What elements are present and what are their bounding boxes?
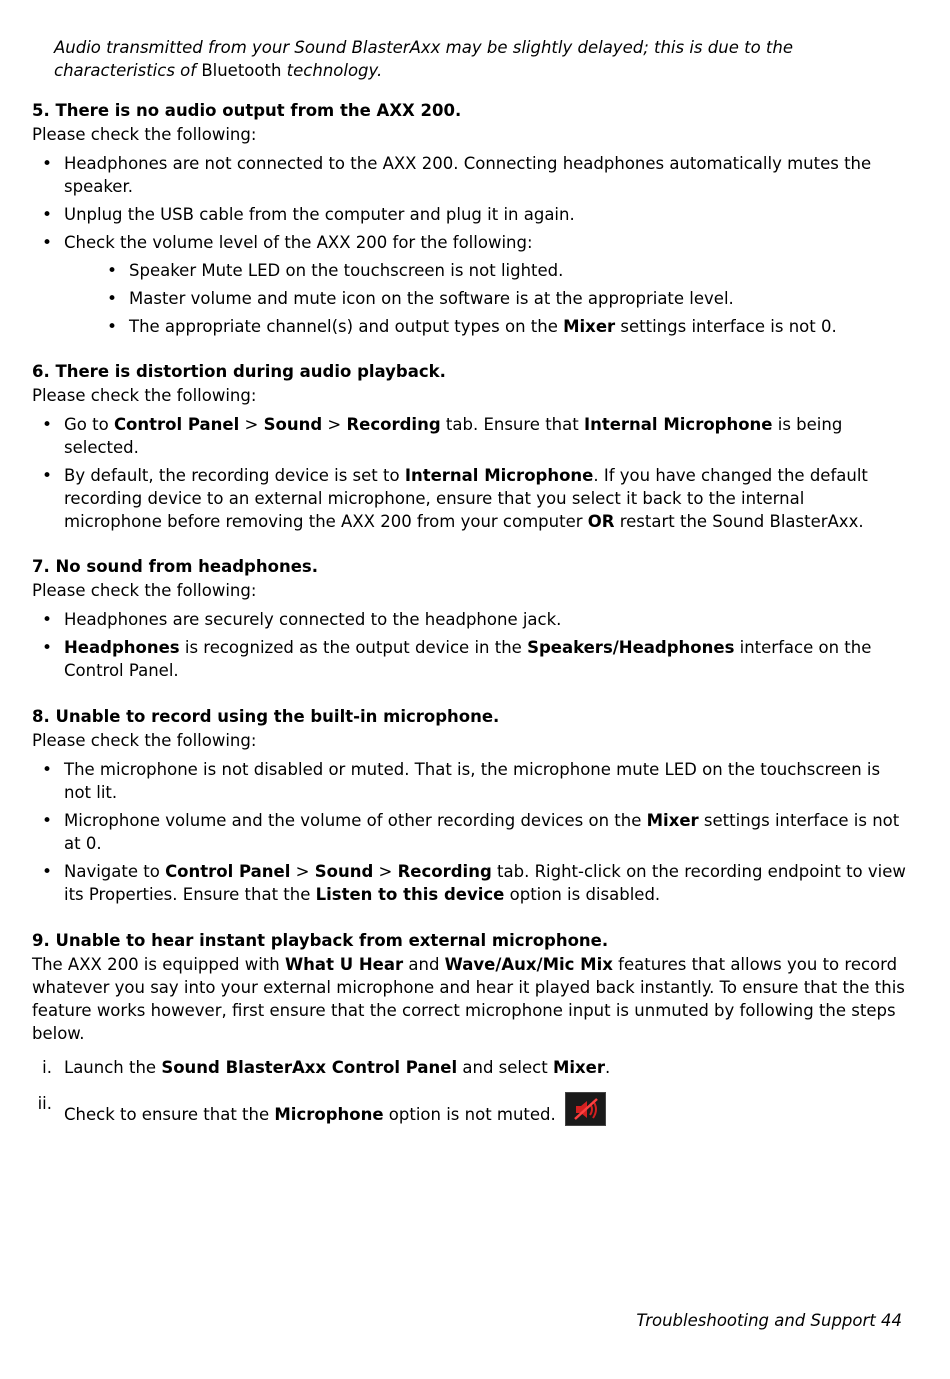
sub-list-item: • The appropriate channel(s) and output types on the Mixer settings interface is not 0. [64, 315, 907, 338]
section-8-list [32, 758, 907, 906]
section-5-lead: Please check the following: [32, 125, 257, 144]
section-6-title: 6. There is distortion during audio playback. [32, 362, 446, 381]
page-footer: Troubleshooting and Support 44 [636, 1311, 902, 1330]
section-8-lead: Please check the following: [32, 731, 257, 750]
list-item: • Headphones is recognized as the output device in the Speakers/Headphones interface on the Control Panel. [32, 636, 907, 682]
section-8-title: 8. Unable to record using the built-in microphone. [32, 707, 500, 726]
list-item: • Headphones are not connected to the AXX 200. Connecting headphones automatically mutes the speaker. [32, 152, 907, 198]
section-5-list [32, 152, 907, 338]
section-5-title: 5. There is no audio output from the AXX 200. [32, 101, 462, 120]
section-9 [32, 929, 907, 1126]
section-9-title: 9. Unable to hear instant playback from external microphone. [32, 931, 609, 950]
list-item: • Unplug the USB cable from the computer and plug it in again. [32, 203, 907, 226]
section-6-lead: Please check the following: [32, 386, 257, 405]
section-7-title: 7. No sound from headphones. [32, 557, 318, 576]
section-5-sublist [64, 259, 907, 338]
section-7-lead: Please check the following: [32, 581, 257, 600]
section-7-list [32, 608, 907, 682]
section-9-body: The AXX 200 is equipped with What U Hear and Wave/Aux/Mic Mix features that allows you to record whatever you say into your external microphone and hear it played back instantly. To ensure that the this feature works however, first ensure that the correct microphone input is unmuted by following the steps below. [32, 955, 905, 1043]
list-item: • The microphone is not disabled or muted. That is, the microphone mute LED on the touchscreen is not lit. [32, 758, 907, 804]
list-item: • Microphone volume and the volume of other recording devices on the Mixer settings interface is not at 0. [32, 809, 907, 855]
list-item: • Headphones are securely connected to the headphone jack. [32, 608, 907, 631]
muted-speaker-icon [565, 1092, 606, 1126]
list-item: • By default, the recording device is set to Internal Microphone. If you have changed the default recording device to an external microphone, ensure that you select it back to the internal microphone before removing the AXX 200 from your computer OR restart the Sound BlasterAxx. [32, 464, 907, 533]
list-item: • Go to Control Panel > Sound > Recording tab. Ensure that Internal Microphone is being selected. [32, 413, 907, 459]
list-item: • Navigate to Control Panel > Sound > Recording tab. Right-click on the recording endpoint to view its Properties. Ensure that the Listen to this device option is disabled. [32, 860, 907, 906]
sub-list-item: • Master volume and mute icon on the software is at the appropriate level. [64, 287, 907, 310]
section-6-list [32, 413, 907, 533]
intro-note: Audio transmitted from your Sound BlasterAxx may be slightly delayed; this is due to the characteristics of Bluetooth technology. [54, 38, 793, 80]
list-item: • Check the volume level of the AXX 200 for the following: • Speaker Mute LED on the touchscreen is not lighted. • Master volume and mute icon on the software is at the appropriate level. • The appropriate channel(s) and output types on the Mixer settings interface is not 0. [32, 231, 907, 338]
section-7 [32, 555, 907, 682]
sub-list-item: • Speaker Mute LED on the touchscreen is not lighted. [64, 259, 907, 282]
section-8 [32, 705, 907, 906]
step-item: ii. Check to ensure that the Microphone option is not muted. [32, 1092, 907, 1126]
step-item: i. Launch the Sound BlasterAxx Control Panel and select Mixer. [42, 1058, 611, 1077]
section-9-steps [32, 1056, 907, 1126]
section-6 [32, 360, 907, 533]
section-5 [32, 99, 907, 338]
